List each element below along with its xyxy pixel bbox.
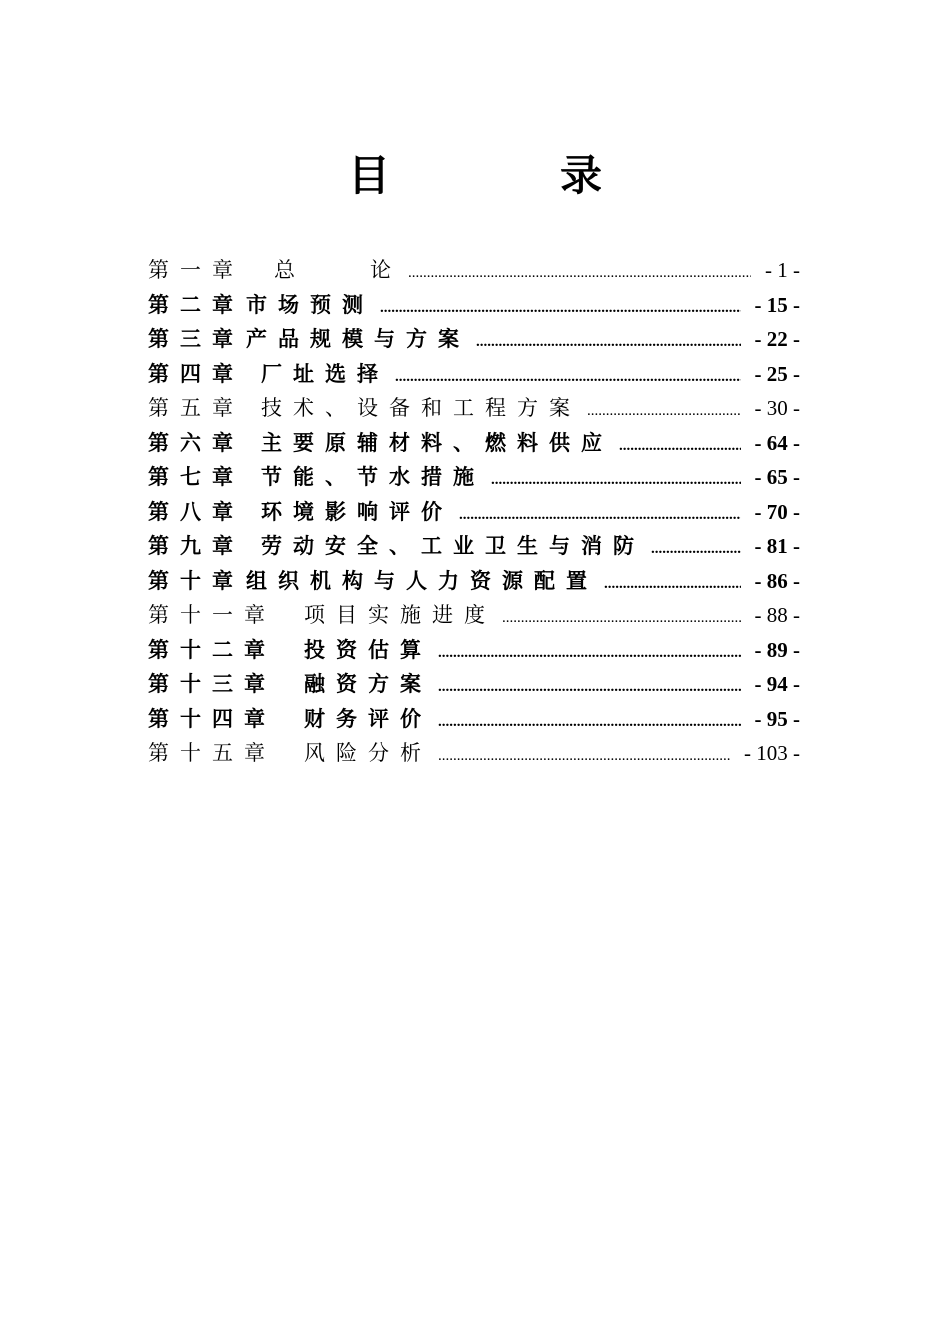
toc-page-number: - 103 - <box>744 741 800 765</box>
toc-dot-leader <box>438 670 741 705</box>
toc-dot-leader <box>459 498 741 533</box>
toc-chapter-number: 第十五章 <box>148 741 276 765</box>
toc-chapter-title: 财务评价 <box>304 705 432 731</box>
toc-chapter-title: 劳动安全、工业卫生与消防 <box>261 533 645 558</box>
toc-chapter-number: 第九章 <box>148 533 244 558</box>
toc-chapter-number: 第三章 <box>148 326 244 351</box>
toc-entry[interactable] <box>148 322 800 357</box>
toc-chapter-number: 第四章 <box>148 360 244 386</box>
toc-chapter-number: 第十一章 <box>148 603 276 627</box>
toc-dot-leader <box>604 567 741 602</box>
toc-page-number: - 81 - <box>754 534 800 558</box>
toc-dot-leader <box>491 463 741 498</box>
toc-chapter-title: 项目实施进度 <box>304 603 496 627</box>
toc-dot-leader <box>438 739 730 774</box>
toc-chapter-title: 产品规模与方案 <box>246 326 470 351</box>
toc-page-number: - 70 - <box>754 499 800 524</box>
toc-dot-leader <box>651 532 741 567</box>
toc-page-number: - 30 - <box>754 396 800 420</box>
toc-chapter-title: 主要原辅材料、燃料供应 <box>261 429 613 455</box>
toc-chapter-title: 环境影响评价 <box>261 498 453 524</box>
toc-dot-leader <box>438 636 741 671</box>
toc-entry[interactable] <box>148 288 800 323</box>
toc-entry[interactable] <box>148 426 800 461</box>
toc-page-number: - 94 - <box>754 672 800 696</box>
toc-entry[interactable] <box>148 529 800 564</box>
toc-page-number: - 64 - <box>754 430 800 455</box>
toc-dot-leader <box>408 256 751 291</box>
toc-entry[interactable] <box>148 391 800 426</box>
toc-page-number: - 25 - <box>754 361 800 386</box>
toc-dot-leader <box>619 429 741 464</box>
toc-chapter-number: 第十三章 <box>148 671 276 696</box>
toc-entry[interactable] <box>148 598 800 633</box>
toc-chapter-title: 组织机构与人力资源配置 <box>246 567 598 593</box>
toc-page-number: - 95 - <box>754 706 800 731</box>
toc-entry[interactable] <box>148 633 800 668</box>
toc-dot-leader <box>380 291 741 326</box>
toc-dot-leader <box>476 325 741 360</box>
toc-chapter-number: 第七章 <box>148 464 244 489</box>
toc-chapter-number: 第八章 <box>148 498 244 524</box>
toc-chapter-number: 第五章 <box>148 396 244 420</box>
toc-chapter-title: 总 论 <box>274 258 402 282</box>
toc-chapter-title: 厂址选择 <box>261 360 389 386</box>
toc-entry[interactable] <box>148 702 800 737</box>
toc-entry[interactable] <box>148 495 800 530</box>
toc-chapter-title: 技术、设备和工程方案 <box>261 396 581 420</box>
toc-page-number: - 15 - <box>754 292 800 317</box>
toc-entry[interactable] <box>148 736 800 771</box>
toc-page-number: - 22 - <box>754 327 800 351</box>
toc-chapter-title: 节能、节水措施 <box>261 464 485 489</box>
toc-dot-leader <box>587 394 741 429</box>
toc-entry[interactable] <box>148 253 800 288</box>
table-of-contents <box>148 253 800 771</box>
page-title: 目 录 <box>347 151 666 200</box>
toc-chapter-number: 第六章 <box>148 429 244 455</box>
toc-page-number: - 89 - <box>754 637 800 662</box>
toc-chapter-title: 风险分析 <box>304 741 432 765</box>
toc-chapter-number: 第十章 <box>148 567 244 593</box>
toc-chapter-number: 第一章 <box>148 258 244 282</box>
toc-page-number: - 86 - <box>754 568 800 593</box>
toc-page-number: - 88 - <box>754 603 800 627</box>
toc-chapter-number: 第十二章 <box>148 636 276 662</box>
toc-chapter-title: 市场预测 <box>246 291 374 317</box>
toc-dot-leader <box>502 601 741 636</box>
toc-dot-leader <box>395 360 741 395</box>
toc-page-number: - 1 - <box>765 258 800 282</box>
toc-chapter-number: 第二章 <box>148 291 244 317</box>
toc-chapter-title: 融资方案 <box>304 671 432 696</box>
toc-chapter-number: 第十四章 <box>148 705 276 731</box>
toc-chapter-title: 投资估算 <box>304 636 432 662</box>
toc-page-number: - 65 - <box>754 465 800 489</box>
toc-entry[interactable] <box>148 564 800 599</box>
toc-entry[interactable] <box>148 460 800 495</box>
toc-dot-leader <box>438 705 741 740</box>
toc-entry[interactable] <box>148 357 800 392</box>
toc-entry[interactable] <box>148 667 800 702</box>
